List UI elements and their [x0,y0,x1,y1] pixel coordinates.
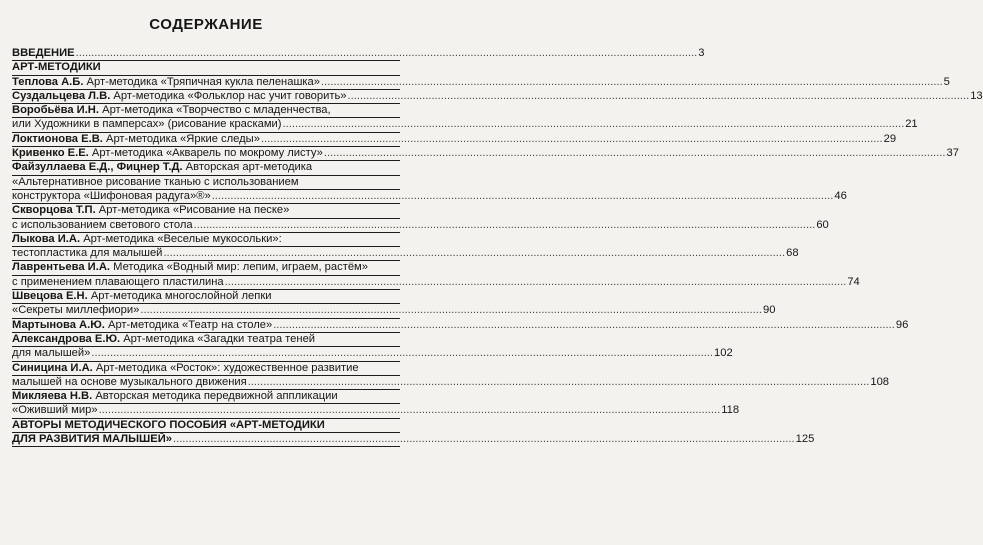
page-number: 46 [834,189,847,202]
page-number: 108 [870,375,890,388]
dot-leader [225,276,847,289]
toc-entry [12,390,740,419]
toc-line [12,75,950,90]
toc-entry [12,332,733,362]
entry-author: Лыкова И.А. [12,232,81,245]
dot-leader [321,76,943,89]
toc-line [12,333,400,347]
toc-line [12,161,400,175]
toc-entry-text [12,147,323,160]
dot-leader [261,133,883,146]
entry-title-cont: малышей на основе музыкального движения [12,375,247,388]
entry-title: Арт-методика «Акварель по мокрому листу» [88,147,323,160]
entry-author: Александрова Е.Ю. [12,332,121,345]
entry-author: Швецова Е.Н. [12,290,88,303]
dot-leader [348,90,970,103]
entry-author: Суздальцева Л.В. [12,89,111,102]
page-number: 60 [816,218,829,231]
entry-title: Арт-методика «Фольклор нас учит говорить» [110,89,347,102]
toc-entry-text [12,133,260,146]
page-number: 29 [883,132,897,145]
toc-entry-text [12,404,98,417]
entry-title: Методика «Водный мир: лепим, играем, растём» [110,261,368,274]
toc-entry [12,161,847,204]
entry-author: Скворцова Т.П. [12,204,96,217]
toc-line [12,218,829,233]
page-number: 37 [946,147,959,160]
toc-line [12,390,400,404]
entry-title-cont: «Секреты миллефиори» [12,304,140,317]
page-number: 74 [847,275,860,288]
entry-title-cont: «Оживший мир» [12,404,98,417]
entry-title-cont: «Альтернативное рисование тканью с использованием [12,176,400,190]
toc-entry-text [12,347,90,360]
toc-entry [12,204,829,233]
entry-title-cont: с использованием светового стола [12,218,193,231]
section-heading-cont: ДЛЯ РАЗВИТИЯ МАЛЫШЕЙ» [12,433,172,446]
toc-line [12,204,400,218]
toc-line [12,318,909,333]
toc-entry-text [12,90,347,103]
toc-entry [12,61,400,75]
page-number: 96 [895,318,909,331]
toc-line [12,261,400,275]
entry-title-cont: или Художники в памперсах» (рисование красками) [12,118,282,131]
entry-author: Мартынова А.Ю. [12,318,105,331]
dot-leader [273,319,895,332]
toc-entry [12,75,950,90]
toc-entry [12,361,890,391]
dot-leader [163,247,785,260]
entry-title: Арт-методика «Загадки театра теней [120,332,316,345]
toc-entry-text [12,319,272,332]
entry-author: Кривенко Е.Е. [12,147,89,160]
entry-title: Арт-методика многослойной лепки [87,290,272,303]
dot-leader [194,219,816,232]
entry-title-cont: с применением плавающего пластилина [12,275,224,288]
toc-line [12,404,740,418]
toc-entry-text [12,433,172,446]
toc-line [12,189,847,204]
entry-title: Авторская методика передвижной аппликации [92,390,338,403]
entry-author: Синицина И.А. [12,361,93,374]
dot-leader [324,147,946,160]
dot-leader [173,433,795,446]
toc-entry [12,104,918,133]
toc-line [12,61,400,75]
toc-line [12,275,860,290]
entry-title-cont: конструктора «Шифоновая радуга»®» [12,189,211,202]
toc-entry [12,418,815,448]
entry-title: Арт-методика «Росток»: художественное развитие [92,361,359,374]
toc-line [12,89,983,104]
toc-entry [12,232,799,262]
dot-leader [248,376,870,389]
toc-entry-text [12,61,101,74]
dot-leader [212,190,834,203]
toc-line [12,147,959,161]
page-number: 5 [943,75,950,88]
toc-line [12,290,400,304]
entry-title: Авторская арт-методика [182,161,313,174]
dot-leader [140,304,762,317]
dot-leader [76,47,698,60]
toc-entry-text [12,190,211,203]
toc-entry [12,261,860,290]
toc-entry-text [12,76,320,89]
entry-author: Микляева Н.В. [12,390,93,403]
dot-leader [91,347,713,360]
toc-entry [12,47,705,61]
page-number: 68 [786,247,799,260]
toc-entry-text [12,118,282,131]
toc-entry-text [12,276,224,289]
toc-line [12,247,799,261]
toc-line [12,132,897,147]
entry-title: Арт-методика «Веселые мукосольки»: [80,232,282,245]
toc-entry [12,318,909,333]
page-number: 102 [714,347,733,360]
page-number: 125 [795,433,815,446]
entry-title: Арт-методика «Театр на столе» [104,318,273,331]
dot-leader [283,118,905,131]
section-heading: АРТ-МЕТОДИКИ [12,61,101,74]
toc-line [12,233,400,247]
toc-entry [12,147,959,161]
entry-title-cont: для малышей» [12,347,91,360]
entry-author: Теплова А.Б. [12,75,84,88]
page-number: 13 [970,89,983,102]
entry-title: Арт-методика «Творчество с младенчества, [99,104,331,117]
toc-entry [12,89,983,104]
entry-title-cont: тестопластика для малышей [12,247,163,260]
toc-line [12,362,400,376]
toc-entry-text [12,219,193,232]
toc-entry [12,132,897,147]
page-title: СОДЕРЖАНИЕ [149,16,263,33]
section-heading: АВТОРЫ МЕТОДИЧЕСКОГО ПОСОБИЯ «АРТ-МЕТОДИКИ [12,419,400,433]
toc-line [12,104,400,118]
page-number: 90 [763,304,776,317]
toc-line [12,118,918,132]
toc-entry-text [12,247,162,260]
entry-author: Локтионова Е.В. [12,132,103,145]
dot-leader [99,404,721,417]
toc-line [12,47,705,61]
entry-author: Воробьёва И.Н. [12,104,99,117]
toc-entry-text [12,304,139,317]
toc-entry [12,290,776,319]
toc-line [12,347,733,361]
entry-title: Арт-методика «Яркие следы» [102,132,260,145]
toc-entry-text [12,376,247,389]
page-number: 3 [698,47,705,59]
toc-entry-text [12,47,75,60]
entry-author: Файзуллаева Е.Д., Фицнер Т.Д. [12,161,183,174]
entry-title: Арт-методика «Тряпичная кукла пеленашка» [83,75,321,88]
toc-line [12,375,890,390]
page-number: 118 [721,404,740,417]
section-heading: ВВЕДЕНИЕ [12,47,75,59]
entry-title: Арт-методика «Рисование на песке» [95,204,290,217]
table-of-contents [12,47,983,447]
toc-line [12,433,815,447]
entry-author: Лаврентьева И.А. [12,261,111,274]
toc-line [12,304,776,318]
page-number: 21 [905,118,918,131]
